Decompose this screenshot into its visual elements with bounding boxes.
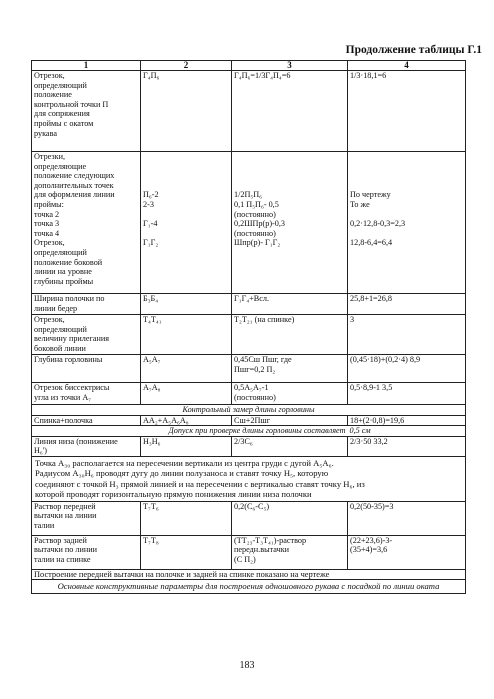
construction-paragraph xyxy=(32,456,466,501)
cell-line: (постоянно) xyxy=(234,209,276,219)
column-header: 1 xyxy=(32,61,141,71)
cell-line: глубины проймы xyxy=(34,276,94,286)
cell-line: Линия низа (понижение xyxy=(34,436,118,446)
paragraph-line: Радиусом А₃₀Н₆ проводят дугу до линии полузаноса и ставят точку Н₅, которую xyxy=(35,468,329,479)
cell-line: передн.вытачки xyxy=(234,545,290,555)
cell-line: Шпр(р)- Г₁Г₂ xyxy=(234,238,281,248)
table-row xyxy=(32,501,466,535)
value-cell: 25,8+1=26,8 xyxy=(348,294,466,315)
value-cell: 0,5·8,9-1 3,5 xyxy=(348,383,466,405)
row-label xyxy=(32,383,141,405)
cell-line: Г₄П₆ xyxy=(143,71,160,80)
formula-cell: 2/3С₆ xyxy=(232,436,348,456)
segment-cell xyxy=(141,71,232,152)
row-label xyxy=(32,294,141,315)
cell-line: проймы: xyxy=(34,199,64,209)
cell-line: линии бедер xyxy=(34,303,78,313)
segment-cell: Б₃Б₄ xyxy=(141,294,232,315)
construction-note: Построение передней вытачки на полочке и задней на спинке показано на чертеже xyxy=(32,569,466,580)
value-cell: (0,45·18)+(0,2·4) 8,9 xyxy=(348,355,466,383)
cell-line: угла из точки А₇ xyxy=(34,392,92,402)
cell-line: талии xyxy=(34,520,55,530)
column-header: 2 xyxy=(141,61,232,71)
cell-line: (22+23,6)-3- xyxy=(350,535,393,545)
segment-cell: А₅А₇ xyxy=(141,355,232,383)
row-label: Глубина горловины xyxy=(32,355,141,383)
row-label xyxy=(32,315,141,355)
section-caption: Основные конструктивные параметры для построения одношовного рукава с посадкой по линии оката xyxy=(32,580,466,594)
formula-cell xyxy=(232,71,348,152)
cell-line: (постоянно) xyxy=(234,392,276,402)
cell-line: Отрезок, xyxy=(34,238,65,248)
value-cell xyxy=(348,152,466,294)
cell-line: Г₁Г₂ xyxy=(143,238,159,248)
control-header-row xyxy=(32,405,466,416)
cell-line: П₆-2 xyxy=(143,190,159,200)
segment-cell: Т₇Т₈ xyxy=(141,535,232,569)
row-label xyxy=(32,501,141,535)
cell-line: Н₆') xyxy=(34,446,47,456)
formula-cell: Г₁Г₄+Вcл. xyxy=(232,294,348,315)
value-cell: 3 xyxy=(348,315,466,355)
segment-cell xyxy=(141,152,232,294)
cell-line: (постоянно) xyxy=(234,228,276,238)
cell-line: 0,2ШПр(р)-0,3 xyxy=(234,219,286,229)
segment-cell: АА₂+А₅А₆А₈ xyxy=(141,415,232,426)
row-label xyxy=(32,436,141,456)
value-cell xyxy=(348,535,466,569)
cell-line: Отрезок, xyxy=(34,315,65,324)
segment-cell: Т₇Т₆ xyxy=(141,501,232,535)
table-row xyxy=(32,355,466,383)
paragraph-line: Точка А₃₀ располагается на пересечении вертикали из центра груди с дугой А₅А₆. xyxy=(35,457,334,468)
cell-line: талии на спинке xyxy=(34,554,91,564)
cell-line: Отрезки, xyxy=(34,152,66,161)
cell-line: точка 3 xyxy=(34,219,60,229)
cell-line: Г₄П₆=1/3Г₄П₄=6 xyxy=(234,71,291,80)
paragraph-line: соединяют с точкой Н₃ прямой линией и на пересечении с вертикалью ставят точку Н₆, из xyxy=(35,478,365,489)
cell-line: 0,5А₅А₇-1 xyxy=(234,383,269,392)
cell-line: линии на уровне xyxy=(34,267,92,277)
column-header: 3 xyxy=(232,61,348,71)
row-label xyxy=(32,71,141,152)
table-row xyxy=(32,535,466,569)
cell-line: точка 4 xyxy=(34,228,60,238)
table-row xyxy=(32,383,466,405)
paragraph-line: которой проводят горизонтальную прямую понижения линии низа полочки xyxy=(35,489,312,500)
formula-cell: 0,2(С₆-С₅) xyxy=(232,501,348,535)
cell-line: (С П₂) xyxy=(234,554,256,564)
tolerance-text: Допуск при проверке длины горловины составляет xyxy=(32,426,348,437)
cell-line: для сопряжения xyxy=(34,109,90,119)
table-header-row xyxy=(32,61,466,71)
cell-line: проймы с окатом xyxy=(34,118,94,128)
cell-line: вытачки по линии xyxy=(34,545,98,555)
cell-line: Ширина полочки по xyxy=(34,294,105,303)
cell-line: для оформления линии xyxy=(34,190,115,200)
table-row xyxy=(32,315,466,355)
cell-line: Отрезок биссектрисы xyxy=(34,383,110,392)
segment-cell: Т₄Т₄₁ xyxy=(141,315,232,355)
page-title: Продолжение таблицы Г.1 xyxy=(345,44,482,56)
cell-line: 0,2·12,8-0,3=2,3 xyxy=(350,219,406,229)
cell-line: Отрезок, xyxy=(34,71,65,80)
formula-cell xyxy=(232,152,348,294)
table-row xyxy=(32,71,466,152)
tolerance-row xyxy=(32,426,466,437)
cell-line: точка 2 xyxy=(34,209,60,219)
construction-table xyxy=(31,60,466,594)
cell-line: 1/2П₅П₆ xyxy=(234,190,262,200)
cell-line: дополнительных точек xyxy=(34,180,114,190)
value-cell xyxy=(348,71,466,152)
cell-line: контрольной точки П xyxy=(34,99,109,109)
paragraph-row xyxy=(32,456,466,501)
value-cell: 18+(2·0,8)=19,6 xyxy=(348,415,466,426)
cell-line: (35+4)=3,6 xyxy=(350,545,388,555)
table-row xyxy=(32,415,466,426)
cell-line: определяющий xyxy=(34,247,87,257)
value-cell: 2/3·50 33,2 xyxy=(348,436,466,456)
cell-line: рукава xyxy=(34,128,57,138)
segment-cell: А₇А₈ xyxy=(141,383,232,405)
cell-line: То же xyxy=(350,199,370,209)
cell-line: Пшг=0,2 П₂ xyxy=(234,364,276,374)
cell-line: определяющий xyxy=(34,80,87,90)
row-label xyxy=(32,535,141,569)
formula-cell: Сш+2Пшг xyxy=(232,415,348,426)
cell-line: величину прилегания xyxy=(34,334,110,344)
table-row xyxy=(32,152,466,294)
cell-line: 0,45Сш Пшг, где xyxy=(234,355,292,364)
row-label xyxy=(32,152,141,294)
cell-line: положение боковой xyxy=(34,257,103,267)
formula-cell xyxy=(232,383,348,405)
caption-row xyxy=(32,580,466,594)
cell-line: определяющие xyxy=(34,161,87,171)
cell-line: определяющий xyxy=(34,324,87,334)
cell-line: 2-3 xyxy=(143,199,154,209)
cell-line: Раствор передней xyxy=(34,501,96,511)
cell-line: (ТТ₂₃-Т₃Т₄₁)-раствор xyxy=(234,535,307,545)
cell-line: По чертежу xyxy=(350,190,391,200)
formula-cell: Т₂Т₂₁ (на спинке) xyxy=(232,315,348,355)
segment-cell: Н₃Н₆ xyxy=(141,436,232,456)
table-row xyxy=(32,294,466,315)
cell-line: положение следующих xyxy=(34,171,115,181)
cell-line: 1/3·18,1=6 xyxy=(350,71,387,80)
cell-line: боковой линии xyxy=(34,343,86,353)
formula-cell xyxy=(232,355,348,383)
cell-line: 0,1 П₅П₆- 0,5 xyxy=(234,199,279,209)
page-number: 183 xyxy=(239,660,255,671)
cell-line: положение xyxy=(34,90,72,100)
cell-line: Г₁-4 xyxy=(143,219,158,229)
cell-line: Раствор задней xyxy=(34,535,87,545)
row-label: Спинка+полочка xyxy=(32,415,141,426)
formula-cell xyxy=(232,535,348,569)
cell-line: вытачки на линии xyxy=(34,511,97,521)
table-row xyxy=(32,436,466,456)
value-cell: 0,2(50-35)=3 xyxy=(348,501,466,535)
tolerance-value: 0,5 см xyxy=(348,426,466,437)
control-header: Контрольный замер длины горловины xyxy=(32,405,466,416)
column-header: 4 xyxy=(348,61,466,71)
note-row xyxy=(32,569,466,580)
cell-line: 12,8-6,4=6,4 xyxy=(350,238,393,248)
